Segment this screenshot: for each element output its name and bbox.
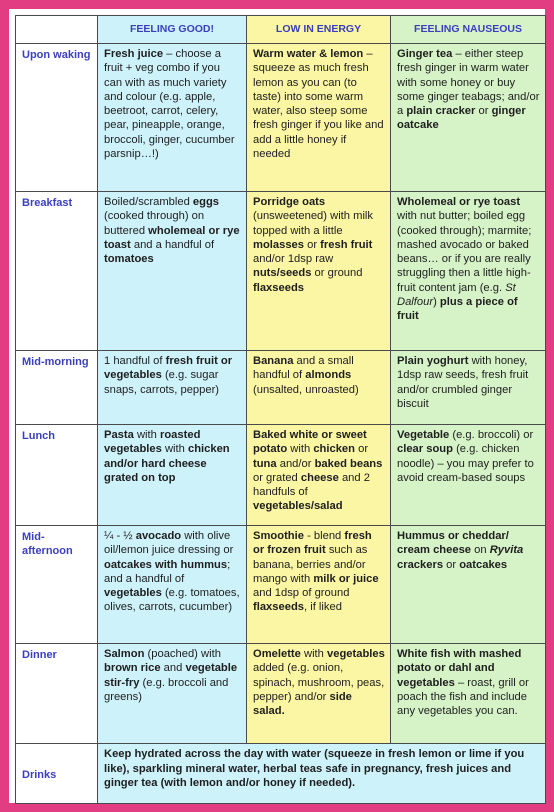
cell-text-run: such as banana, berries and/or mango with (253, 544, 368, 585)
column-header-feeling-nauseous: FEELING NAUSEOUS (391, 16, 546, 44)
cell-breakfast-low-energy (247, 192, 391, 351)
table-row (16, 192, 546, 351)
cell-text-run: and 2 handfuls of (253, 471, 370, 499)
cell-text-run: and a handful of (130, 238, 215, 251)
cell-text-run: roasted vegetables (104, 429, 201, 456)
row-label-breakfast: Breakfast (16, 192, 98, 351)
header-row (16, 16, 546, 44)
cell-text-run: oatcakes (459, 558, 508, 571)
cell-text-run: eggs (192, 196, 220, 208)
cell-text-run: with (133, 429, 160, 441)
cell-text-run: or (354, 443, 369, 456)
cell-text-run: milk or juice (313, 572, 379, 585)
cell-text-run: vegetables (104, 587, 162, 600)
table-row (16, 425, 546, 526)
cell-text-run: – choose a fruit + veg combo if you can with as much variety and colour (e.g. apple, beetroot, carrot, celery, pear, pineapple, orange, broccoli, ginger, cucumber parsnip…!) (104, 48, 235, 161)
cell-text-run: (unsweetened) with milk topped with a little (253, 210, 374, 237)
cell-text-run: – either steep fresh ginger in warm water with some honey or buy some ginger teabags; and/or a (397, 48, 540, 118)
meal-plan-table (15, 15, 546, 804)
cell-lunch-feeling-good (98, 425, 247, 526)
cell-mid-afternoon-low-energy (247, 526, 391, 644)
cell-text-run: – roast, grill or poach the fish and include any vegetables you can. (397, 676, 529, 718)
cell-text-run: Vegetable (397, 429, 450, 441)
cell-text-run: Banana (253, 355, 294, 367)
cell-text-run: - blend (303, 530, 345, 542)
cell-text-run: Baked white or sweet potato (253, 429, 367, 456)
cell-text-run: oatcakes with hummus (104, 558, 228, 571)
cell-text-run: Porridge oats (253, 196, 326, 208)
cell-text-run: clear soup (397, 443, 453, 456)
cell-text-run: nuts/seeds (253, 267, 312, 280)
row-label-drinks: Drinks (16, 744, 98, 804)
cell-text-run: (e.g. broccoli) or (449, 429, 534, 441)
cell-lunch-nauseous (391, 425, 546, 526)
cell-dinner-nauseous (391, 644, 546, 744)
table-row (16, 644, 546, 744)
cell-text-run: plus a piece of fruit (397, 296, 518, 323)
cell-text-run: or (475, 105, 492, 118)
cell-text-run: – squeeze as much fresh lemon as you can (to taste) into some warm water, also steep some fresh ginger if you like and add a little honey if needed (253, 48, 384, 161)
cell-upon-waking-feeling-good (98, 44, 247, 192)
cell-text-run: ginger oatcake (397, 105, 526, 132)
cell-text-run: chicken (313, 443, 355, 456)
cell-text-run: Boiled/scrambled (104, 196, 193, 208)
cell-text-run: Ryvita (489, 544, 524, 557)
cell-text-run: molasses (253, 238, 304, 251)
cell-dinner-feeling-good (98, 644, 247, 744)
cell-text-run: Warm water & lemon (253, 48, 364, 60)
cell-text-run: (e.g. sugar snaps, carrots, pepper) (104, 369, 220, 396)
cell-text-run: with honey, 1dsp raw seeds, fresh fruit and/or crumbled ginger biscuit (397, 355, 529, 410)
cell-upon-waking-low-energy (247, 44, 391, 192)
cell-text-run: added (e.g. onion, spinach, mushroom, peas, pepper) and/or (253, 662, 385, 703)
cell-text-run: cheese (300, 471, 339, 484)
cell-text-run: baked beans (314, 457, 383, 470)
cell-text-run: ) (433, 296, 440, 309)
cell-text-run: vegetables/salad (253, 500, 343, 513)
cell-mid-morning-nauseous (391, 351, 546, 425)
cell-text-run: fresh fruit or vegetables (104, 355, 233, 382)
cell-lunch-low-energy (247, 425, 391, 526)
cell-text-run: ; and a handful of (104, 558, 231, 585)
cell-text-run: almonds (305, 369, 352, 382)
cell-text-run: with (300, 648, 327, 660)
cell-text-run: and/or 1dsp raw (253, 253, 334, 266)
cell-text-run: tuna (253, 457, 277, 470)
cell-drinks: Keep hydrated across the day with water (squeeze in fresh lemon or lime if you like), sparkling mineral water, herbal teas safe in pregnancy, fresh juices and ginger tea (with lemon and/or honey if needed). (98, 744, 546, 804)
cell-dinner-low-energy (247, 644, 391, 744)
row-label-lunch: Lunch (16, 425, 98, 526)
cell-text-run: Smoothie (253, 530, 304, 542)
column-header-feeling-good: FEELING GOOD! (98, 16, 247, 44)
cell-text-run: Omelette (253, 648, 301, 660)
table-row (16, 744, 546, 804)
cell-text-run: (e.g. tomatoes, olives, carrots, cucumber) (104, 587, 240, 614)
cell-text-run: (cooked through) on buttered (104, 210, 205, 237)
cell-text-run: brown rice (104, 662, 161, 675)
cell-mid-afternoon-feeling-good (98, 526, 247, 644)
cell-text-run: with olive oil/lemon juice dressing or (104, 530, 234, 557)
cell-text-run: flaxseeds (253, 281, 304, 294)
table-row (16, 351, 546, 425)
cell-text-run: Fresh juice (104, 48, 164, 60)
column-header-low-energy: LOW IN ENERGY (247, 16, 391, 44)
row-label-upon-waking: Upon waking (16, 44, 98, 192)
cell-text-run: Plain yoghurt (397, 355, 469, 367)
cell-text-run: Ginger tea (397, 48, 453, 60)
cell-text-run: St Dalfour (397, 281, 516, 309)
cell-text-run: (poached) with (144, 648, 221, 660)
cell-mid-morning-low-energy (247, 351, 391, 425)
cell-text-run: avocado (135, 530, 182, 542)
cell-mid-afternoon-nauseous (391, 526, 546, 644)
cell-mid-morning-feeling-good (98, 351, 247, 425)
cell-text-run: and/or (276, 457, 315, 470)
cell-text-run: (unsalted, unroasted) (253, 383, 359, 396)
cell-text-run: with (287, 443, 314, 456)
cell-text-run: or (304, 238, 321, 251)
row-label-mid-morning: Mid-morning (16, 351, 98, 425)
cell-text-run: and 1dsp of ground (253, 587, 350, 600)
cell-text-run: plain cracker (406, 105, 476, 118)
cell-text-run: wholemeal or rye toast (104, 224, 240, 251)
cell-text-run: Hummus or cheddar/ cream cheese (397, 530, 509, 557)
table-row (16, 44, 546, 192)
cell-text-run: vegetable stir-fry (104, 662, 238, 689)
cell-text-run: fresh or frozen fruit (253, 530, 372, 557)
cell-upon-waking-nauseous (391, 44, 546, 192)
cell-text-run: or (443, 558, 460, 571)
cell-text-run: Wholemeal or rye toast (397, 196, 521, 208)
cell-breakfast-feeling-good (98, 192, 247, 351)
row-label-dinner: Dinner (16, 644, 98, 744)
cell-text-run: 1 handful of (104, 355, 166, 367)
cell-text-run: ¼ - ½ (104, 530, 136, 542)
cell-text-run: or ground (311, 267, 363, 280)
row-label-mid-afternoon: Mid-afternoon (16, 526, 98, 644)
cell-text-run: side salad. (253, 690, 352, 718)
cell-text-run: (e.g. broccoli and greens) (104, 676, 229, 703)
cell-text-run: Pasta (104, 429, 134, 441)
table-row (16, 526, 546, 644)
cell-text-run: flaxseeds (253, 601, 304, 614)
cell-text-run: on (471, 544, 490, 557)
cell-text-run: fresh fruit (320, 238, 373, 251)
cell-text-run: crackers (397, 558, 444, 571)
cell-text-run: White fish with mashed potato or dahl and vegetables (397, 648, 522, 689)
cell-text-run: Salmon (104, 648, 145, 660)
cell-text-run: with nut butter; boiled egg (cooked through); marmite; mashed avocado or baked beans… or if you are really struggling then a little high-fruit content jam (e.g. (397, 210, 532, 294)
cell-text-run: with (161, 443, 188, 456)
cell-text-run: or grated (253, 471, 301, 484)
cell-text-run: vegetables (327, 648, 385, 660)
cell-text-run: and (160, 662, 186, 675)
cell-text-run: (e.g. chicken noodle) – you may prefer to avoid cream-based soups (397, 443, 534, 484)
cell-breakfast-nauseous (391, 192, 546, 351)
corner-cell (16, 16, 98, 44)
cell-text-run: and a small handful of (253, 355, 354, 382)
cell-text-run: chicken and/or hard cheese grated on top (104, 443, 230, 484)
cell-text-run: tomatoes (104, 253, 154, 266)
cell-text-run: , if liked (304, 601, 342, 614)
